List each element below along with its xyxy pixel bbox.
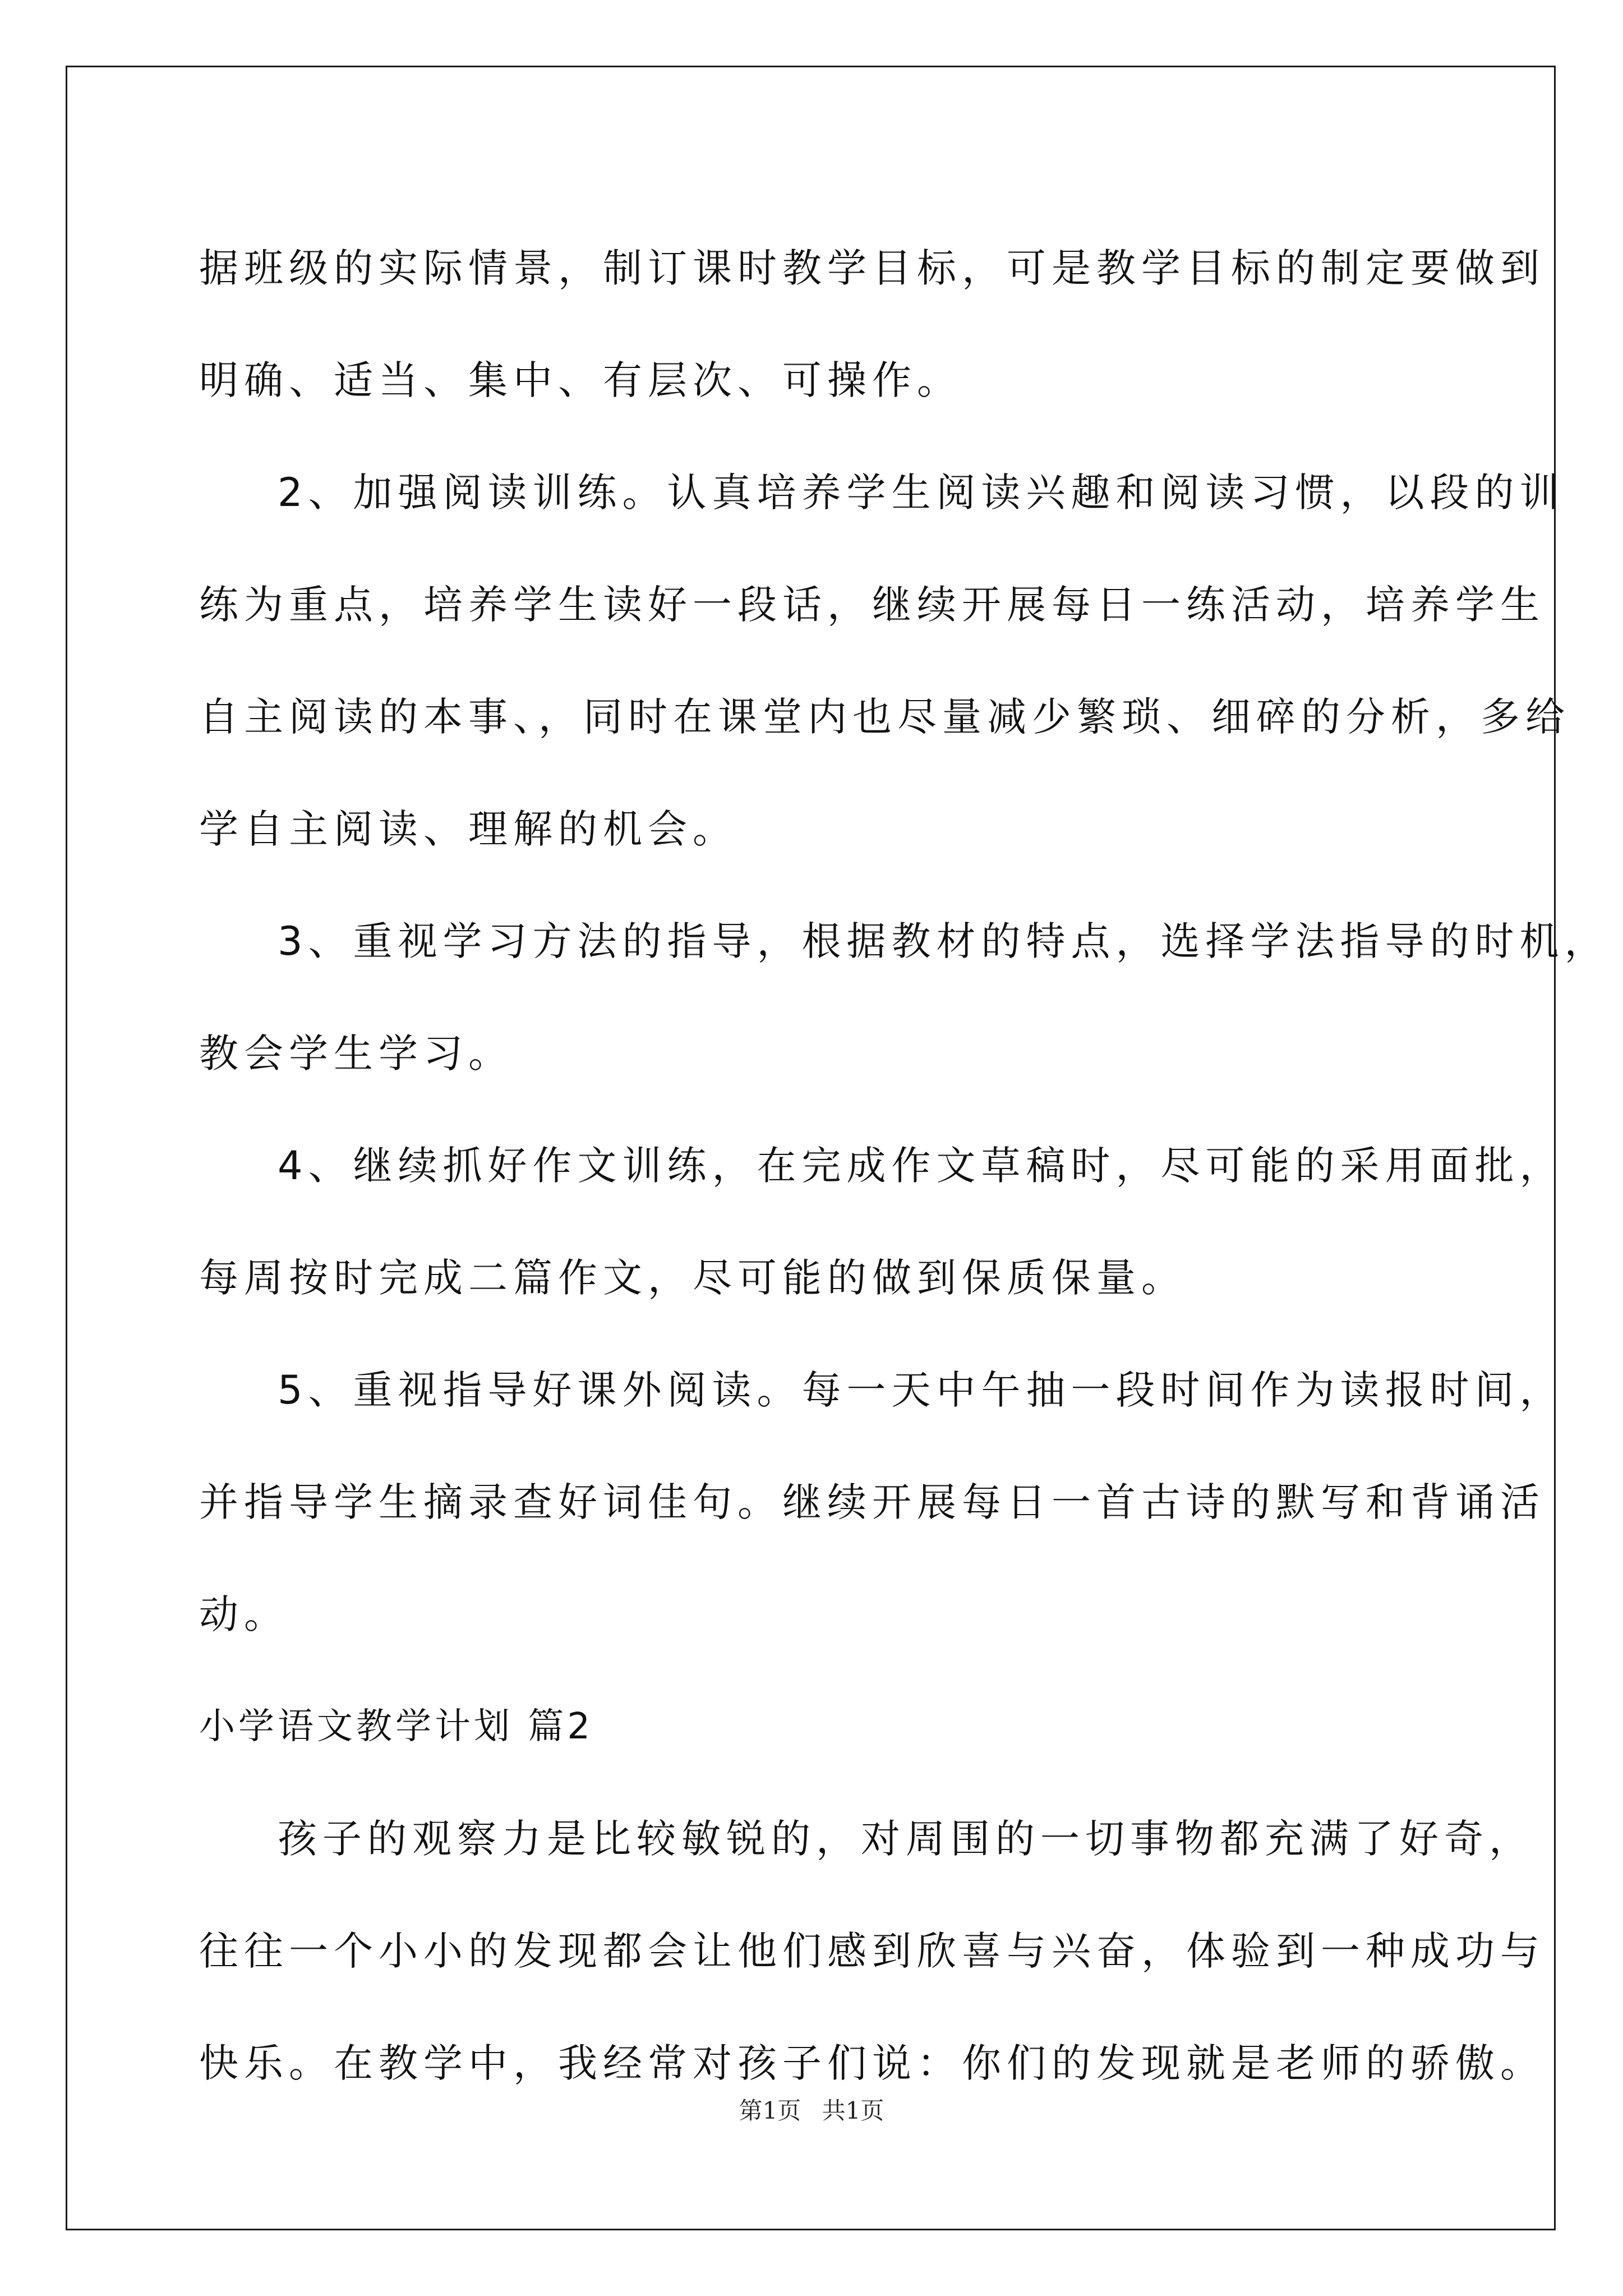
text-line: 快乐。在教学中，我经常对孩子们说：你们的发现就是老师的骄傲。 <box>199 2040 1545 2086</box>
text-line: 往往一个小小的发现都会让他们感到欣喜与兴奋，体验到一种成功与 <box>199 1928 1545 1974</box>
text-line: 明确、适当、集中、有层次、可操作。 <box>199 357 962 403</box>
section-heading: 小学语文教学计划 篇2 <box>199 1706 594 1747</box>
text-line: 练为重点，培养学生读好一段话，继续开展每日一练活动，培养学生 <box>199 582 1545 628</box>
text-line: 教会学生学习。 <box>199 1030 513 1076</box>
paragraph-start: 孩子的观察力是比较敏锐的，对周围的一切事物都充满了好奇， <box>278 1816 1534 1862</box>
paragraph-start: 4、继续抓好作文训练，在完成作文草稿时，尽可能的采用面批， <box>278 1143 1565 1189</box>
paragraph-start: 2、加强阅读训练。认真培养学生阅读兴趣和阅读习惯，以段的训 <box>278 470 1565 516</box>
text-line: 自主阅读的本事、，同时在课堂内也尽量减少繁琐、细碎的分析，多给 <box>199 694 1570 740</box>
paragraph-start: 5、重视指导好课外阅读。每一天中午抽一段时间作为读报时间， <box>278 1367 1565 1413</box>
text-line: 每周按时完成二篇作文，尽可能的做到保质保量。 <box>199 1255 1186 1301</box>
text-line: 据班级的实际情景，制订课时教学目标，可是教学目标的制定要做到 <box>199 245 1545 291</box>
text-line: 学自主阅读、理解的机会。 <box>199 806 737 852</box>
paragraph-start: 3、重视学习方法的指导，根据教材的特点，选择学法指导的时机， <box>278 918 1610 964</box>
text-line: 动。 <box>199 1591 289 1637</box>
page-footer <box>0 2092 1623 2126</box>
document-body <box>199 212 1610 2119</box>
page-number: 第1页 <box>739 2097 801 2124</box>
page-total: 共1页 <box>822 2097 884 2124</box>
text-line: 并指导学生摘录查好词佳句。继续开展每日一首古诗的默写和背诵活 <box>199 1479 1545 1525</box>
